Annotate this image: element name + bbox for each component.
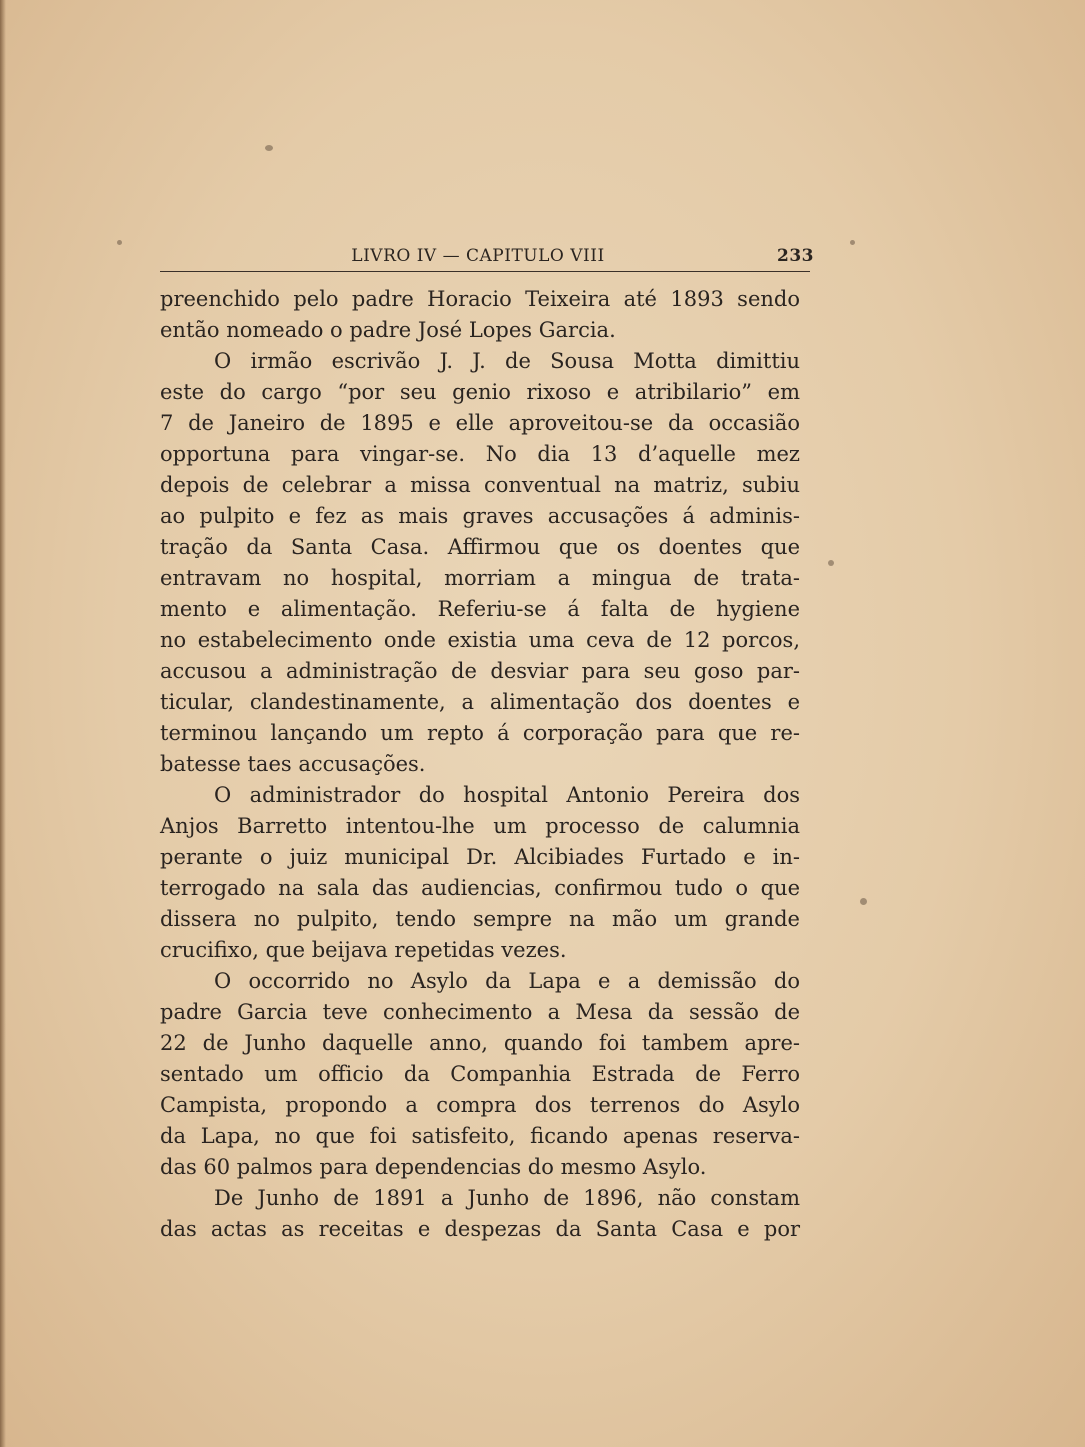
text-line: sentado um officio da Companhia Estrada de Ferro [160, 1062, 800, 1086]
paper-speck [850, 240, 855, 245]
text-line: este do cargo “por seu genio rixoso e atribilario” em [160, 380, 800, 404]
text-line: das 60 palmos para dependencias do mesmo Asylo. [160, 1155, 707, 1179]
text-line: padre Garcia teve conhecimento a Mesa da sessão de [160, 1000, 800, 1024]
text-line: terminou lançando um repto á corporação para que re- [160, 721, 800, 745]
text-line: preenchido pelo padre Horacio Teixeira até 1893 sendo [160, 287, 800, 311]
body-text [160, 284, 800, 1245]
text-line: crucifixo, que beijava repetidas vezes. [160, 938, 567, 962]
text-line: dissera no pulpito, tendo sempre na mão um grande [160, 907, 800, 931]
running-header [160, 244, 814, 272]
text-line: entravam no hospital, morriam a mingua de trata- [160, 566, 800, 590]
chapter-title: LIVRO IV — CAPITULO VIII [351, 246, 605, 266]
header-rule [160, 271, 810, 272]
text-line: terrogado na sala das audiencias, confirmou tudo o que [160, 876, 800, 900]
text-line: ao pulpito e fez as mais graves accusações á adminis- [160, 504, 800, 528]
text-line: 22 de Junho daquelle anno, quando foi tambem apre- [160, 1031, 800, 1055]
text-line: De Junho de 1891 a Junho de 1896, não constam [214, 1186, 800, 1210]
text-line: accusou a administração de desviar para seu goso par- [160, 659, 800, 683]
text-line: Anjos Barretto intentou-lhe um processo de calumnia [160, 814, 800, 838]
text-line: da Lapa, no que foi satisfeito, ficando apenas reserva- [160, 1124, 800, 1148]
paper-speck [828, 560, 834, 566]
text-line: perante o juiz municipal Dr. Alcibiades Furtado e in- [160, 845, 800, 869]
text-line: depois de celebrar a missa conventual na matriz, subiu [160, 473, 800, 497]
text-line: mento e alimentação. Referiu-se á falta de hygiene [160, 597, 800, 621]
paper-speck [265, 145, 273, 151]
text-line: O irmão escrivão J. J. de Sousa Motta dimittiu [214, 349, 800, 373]
text-line: batesse taes accusações. [160, 752, 426, 776]
paper-speck [860, 898, 867, 905]
text-line: Campista, propondo a compra dos terrenos do Asylo [160, 1093, 800, 1117]
text-line: 7 de Janeiro de 1895 e elle aproveitou-se da occasião [160, 411, 800, 435]
page-number: 233 [777, 246, 814, 266]
text-line: O occorrido no Asylo da Lapa e a demissão do [214, 969, 800, 993]
text-line: opportuna para vingar-se. No dia 13 d’aquelle mez [160, 442, 800, 466]
text-line: O administrador do hospital Antonio Pereira dos [214, 783, 800, 807]
text-line: no estabelecimento onde existia uma ceva de 12 porcos, [160, 628, 800, 652]
text-line: então nomeado o padre José Lopes Garcia. [160, 318, 616, 342]
text-line: tração da Santa Casa. Affirmou que os doentes que [160, 535, 800, 559]
paper-speck [117, 240, 122, 245]
text-line: das actas as receitas e despezas da Santa Casa e por [160, 1217, 800, 1241]
text-line: ticular, clandestinamente, a alimentação dos doentes e [160, 690, 800, 714]
page-edge-shadow [0, 0, 6, 1447]
